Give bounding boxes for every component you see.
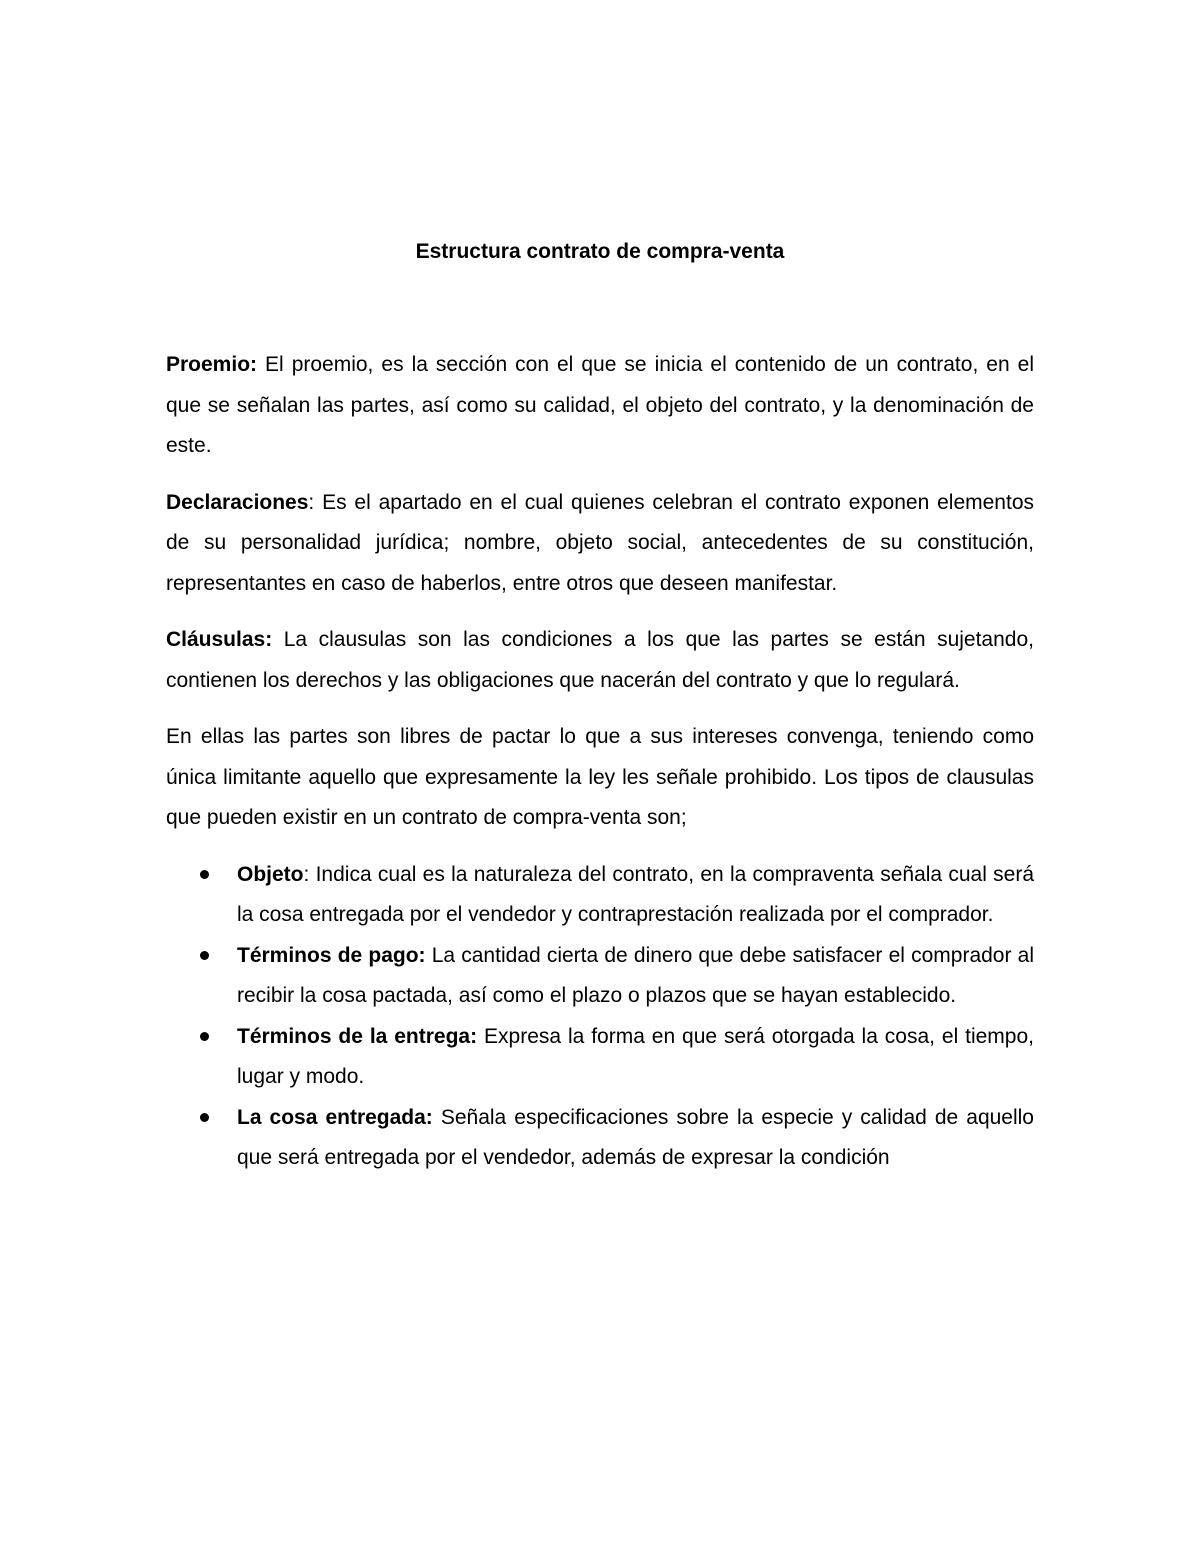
paragraph-clausulas (166, 620, 1034, 701)
list-item-text: Señala especificaciones sobre la especie y calidad de aquello que será entregada por el vendedor, además de expresar la condición (237, 1105, 1034, 1169)
paragraph-text: El proemio, es la sección con el que se inicia el contenido de un contrato, en el que se señalan las partes, así como su calidad, el objeto del contrato, y la denominación de este. (166, 353, 1034, 457)
list-item-label: La cosa entregada: (237, 1105, 433, 1129)
paragraph-text: La clausulas son las condiciones a los que las partes se están sujetando, contienen los derechos y las obligaciones que nacerán del contrato y que lo regulará. (166, 628, 1034, 692)
clause-types-list (166, 855, 1034, 1179)
list-item-label: Términos de pago: (237, 943, 426, 967)
bullet-icon (200, 951, 209, 960)
paragraph-declaraciones (166, 483, 1034, 605)
list-item-objeto (166, 855, 1034, 936)
paragraph-label: Proemio: (166, 353, 258, 376)
paragraph-text: En ellas las partes son libres de pactar lo que a sus intereses convenga, teniendo como única limitante aquello que expresamente la ley les señale prohibido. Los tipos de clausulas que pueden existir en un contrato de compra-venta son; (166, 725, 1034, 829)
list-item-text: : Indica cual es la naturaleza del contrato, en la compraventa señala cual será la cosa entregada por el vendedor y contraprestación realizada por el comprador. (237, 862, 1034, 926)
bullet-icon (200, 1032, 209, 1041)
list-item-cosa-entregada (166, 1098, 1034, 1179)
bullet-icon (200, 1113, 209, 1122)
bullet-icon (200, 870, 209, 879)
list-item-label: Objeto (237, 862, 304, 886)
paragraph-proemio (166, 345, 1034, 467)
list-item-text: La cantidad cierta de dinero que debe satisfacer el comprador al recibir la cosa pactada, así como el plazo o plazos que se hayan establecido. (237, 943, 1034, 1007)
document-body (166, 345, 1034, 1179)
page-title: Estructura contrato de compra-venta (415, 240, 785, 263)
paragraph-label: Cláusulas: (166, 628, 273, 651)
list-item-terminos-pago (166, 936, 1034, 1017)
list-item-terminos-entrega (166, 1017, 1034, 1098)
list-item-text: Expresa la forma en que será otorgada la cosa, el tiempo, lugar y modo. (237, 1024, 1034, 1088)
paragraph-text: : Es el apartado en el cual quienes celebran el contrato exponen elementos de su personalidad jurídica; nombre, objeto social, antecedentes de su constitución, representantes en caso de haberlos, entre otros que deseen manifestar. (166, 490, 1034, 595)
list-item-label: Términos de la entrega: (237, 1024, 478, 1048)
paragraph-label: Declaraciones (166, 490, 309, 514)
paragraph-intro-list (166, 717, 1034, 839)
